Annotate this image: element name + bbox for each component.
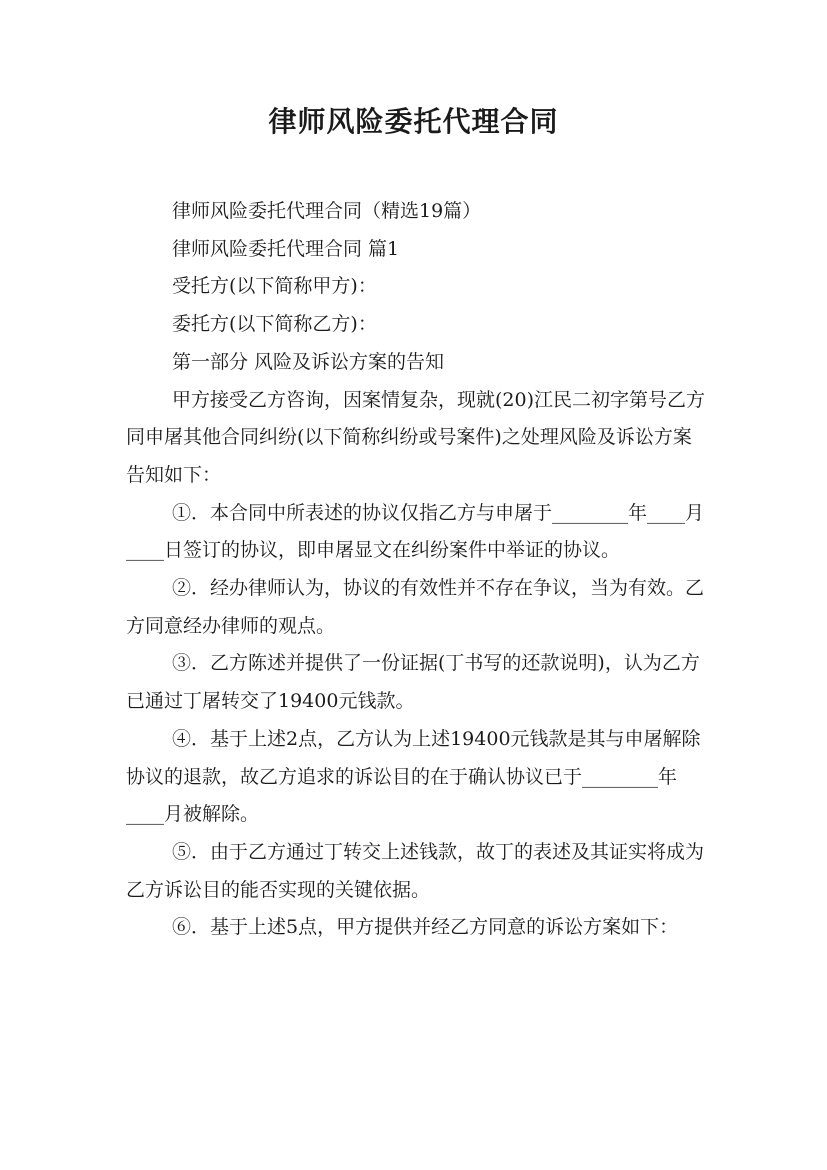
document-body <box>126 193 706 947</box>
paragraph-subtitle: 律师风险委托代理合同（精选19篇） <box>172 200 482 222</box>
paragraph-item-1: ①．本合同中所表述的协议仅指乙方与申屠于________年____月____日签订的协议，即申屠显文在纠纷案件中举证的协议。 <box>126 501 705 562</box>
paragraph-item-2: ②．经办律师认为，协议的有效性并不存在争议，当为有效。乙方同意经办律师的观点。 <box>126 577 705 637</box>
document-title: 律师风险委托代理合同 <box>268 105 559 138</box>
paragraph-trustee: 受托方(以下简称甲方)： <box>172 275 377 298</box>
paragraph-intro: 甲方接受乙方咨询，因案情复杂，现就(20)江民二初字第号乙方同申屠其他合同纠纷(以下简称纠纷或号案件)之处理风险及诉讼方案告知如下： <box>126 388 706 486</box>
paragraph-item-3: ③．乙方陈述并提供了一份证据(丁书写的还款说明)，认为乙方已通过丁屠转交了19400元钱款。 <box>126 652 700 713</box>
paragraph-item-6: ⑥．基于上述5点，甲方提供并经乙方同意的诉讼方案如下： <box>172 916 679 939</box>
paragraph-item-5: ⑤．由于乙方通过丁转交上述钱款，故丁的表述及其证实将成为乙方诉讼目的能否实现的关键依据。 <box>126 840 705 901</box>
paragraph-client: 委托方(以下简称乙方)： <box>172 313 377 336</box>
paragraph-part-heading: 第一部分 风险及诉讼方案的告知 <box>172 350 445 373</box>
paragraph-section-heading: 律师风险委托代理合同 篇1 <box>172 237 400 260</box>
paragraph-item-4: ④．基于上述2点，乙方认为上述19400元钱款是其与申屠解除协议的退款，故乙方追求的诉讼目的在于确认协议已于________年____月被解除。 <box>126 727 701 826</box>
